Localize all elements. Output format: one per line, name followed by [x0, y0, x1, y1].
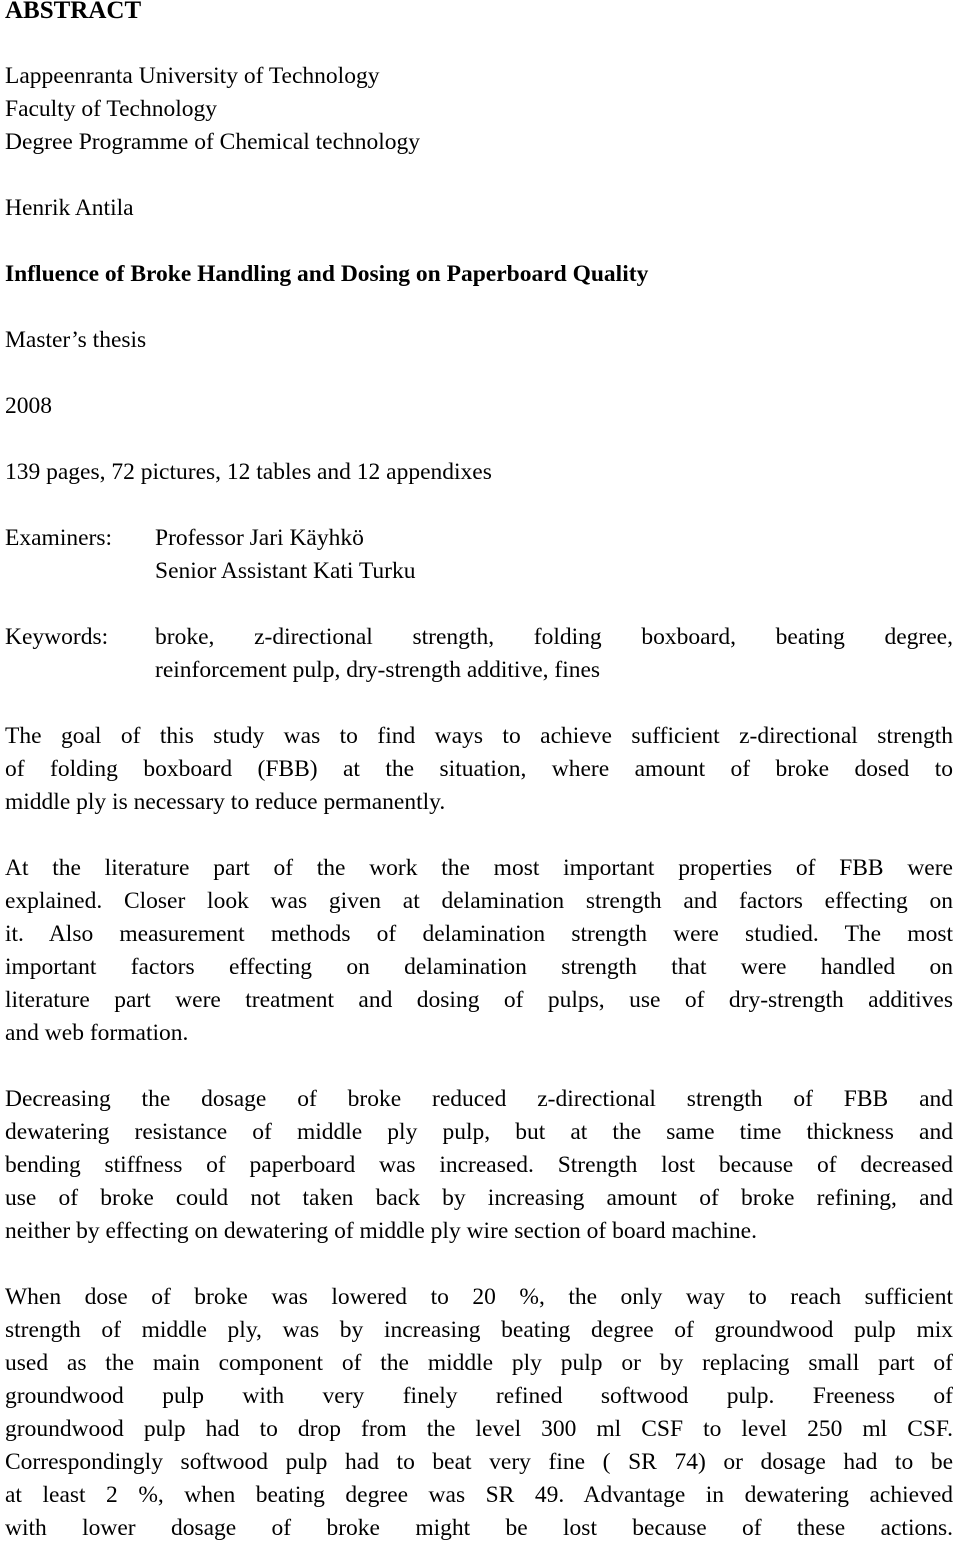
examiner-name: Senior Assistant Kati Turku [155, 558, 416, 584]
thesis-type: Master’s thesis [5, 327, 147, 353]
paragraph-goal [5, 720, 953, 819]
paragraph-line: groundwood pulp with very finely refined softwood pulp. Freeness of [5, 1383, 953, 1409]
paragraph-line: used as the main component of the middle ply pulp or by replacing small part of [5, 1350, 953, 1376]
paragraph-line: At the literature part of the work the most important properties of FBB were [5, 855, 953, 881]
paragraph-line: at least 2 %, when beating degree was SR 49. Advantage in dewatering achieved [5, 1482, 953, 1508]
examiner-name: Professor Jari Käyhkö [155, 525, 364, 551]
keywords-label: Keywords: [5, 624, 109, 650]
paragraph-literature [5, 852, 953, 1050]
paragraph-line: Decreasing the dosage of broke reduced z-directional strength of FBB and [5, 1086, 953, 1112]
paragraph-line: of folding boxboard (FBB) at the situation, where amount of broke dosed to [5, 756, 953, 782]
paragraph-line: use of broke could not taken back by increasing amount of broke refining, and [5, 1185, 953, 1211]
university-name: Lappeenranta University of Technology [5, 63, 380, 89]
paragraph-line: literature part were treatment and dosing of pulps, use of dry-strength additives [5, 987, 953, 1013]
paragraph-line: When dose of broke was lowered to 20 %, the only way to reach sufficient [5, 1284, 953, 1310]
paragraph-results [5, 1083, 953, 1248]
thesis-year: 2008 [5, 393, 52, 419]
paragraph-line: important factors effecting on delamination strength that were handled on [5, 954, 953, 980]
paragraph-line: with lower dosage of broke might be lost because of these actions. [5, 1515, 953, 1541]
paragraph-line: groundwood pulp had to drop from the level 300 ml CSF to level 250 ml CSF. [5, 1416, 953, 1442]
author-name: Henrik Antila [5, 195, 134, 221]
paragraph-line: and web formation. [5, 1020, 189, 1046]
keywords-text [155, 621, 953, 687]
paragraph-line: bending stiffness of paperboard was increased. Strength lost because of decreased [5, 1152, 953, 1178]
paragraph-line: The goal of this study was to find ways to achieve sufficient z-directional strength [5, 723, 953, 749]
faculty-name: Faculty of Technology [5, 96, 217, 122]
paragraph-line: Correspondingly softwood pulp had to beat very fine ( SR 74) or dosage had to be [5, 1449, 953, 1475]
examiners-label: Examiners: [5, 525, 113, 551]
keywords-line: broke, z-directional strength, folding boxboard, beating degree, [155, 624, 953, 650]
paragraph-conclusion [5, 1281, 953, 1545]
paragraph-line: strength of middle ply, was by increasing beating degree of groundwood pulp mix [5, 1317, 953, 1343]
paragraph-line: dewatering resistance of middle ply pulp, but at the same time thickness and [5, 1119, 953, 1145]
paragraph-line: middle ply is necessary to reduce permanently. [5, 789, 446, 815]
thesis-extent: 139 pages, 72 pictures, 12 tables and 12 appendixes [5, 459, 492, 485]
degree-programme: Degree Programme of Chemical technology [5, 129, 421, 155]
keywords-line: reinforcement pulp, dry-strength additive, fines [155, 657, 601, 683]
abstract-heading: ABSTRACT [5, 0, 142, 24]
paragraph-line: explained. Closer look was given at delamination strength and factors effecting on [5, 888, 953, 914]
thesis-title: Influence of Broke Handling and Dosing on Paperboard Quality [5, 261, 649, 287]
paragraph-line: neither by effecting on dewatering of middle ply wire section of board machine. [5, 1218, 757, 1244]
paragraph-line: it. Also measurement methods of delamination strength were studied. The most [5, 921, 953, 947]
